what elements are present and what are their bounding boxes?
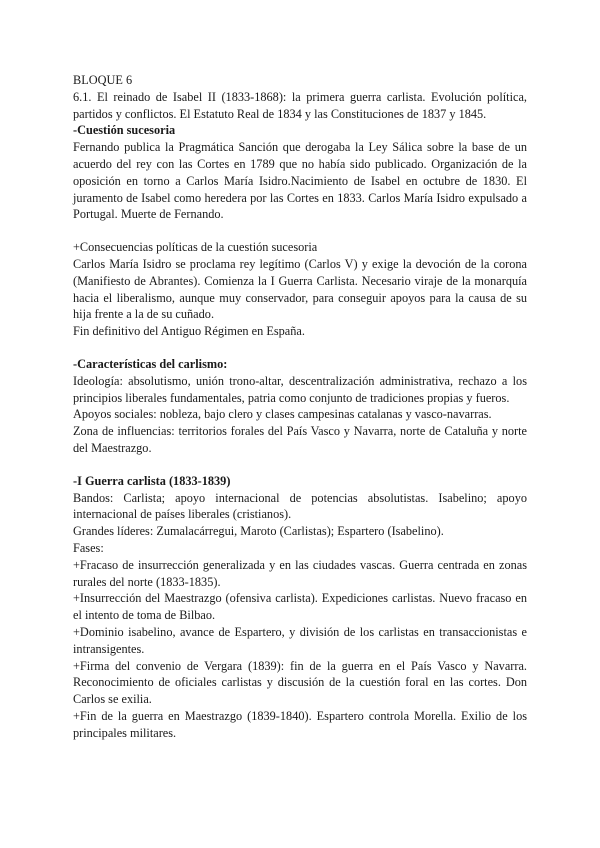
section-line: +Dominio isabelino, avance de Espartero, y división de los carlistas en transaccionistas e intransigentes.: [73, 624, 527, 656]
section-consecuencias: [73, 239, 527, 340]
section-line: +Fracaso de insurrección generalizada y en las ciudades vascas. Guerra centrada en zonas rurales del norte (1833-1835).: [73, 557, 527, 589]
section-heading: -Cuestión sucesoria: [73, 123, 176, 138]
section-paragraph: Fin definitivo del Antiguo Régimen en España.: [73, 324, 305, 339]
section-heading: +Consecuencias políticas de la cuestión sucesoria: [73, 240, 318, 255]
section-caracteristicas-carlismo: [73, 356, 527, 457]
section-heading: -Características del carlismo:: [73, 356, 228, 371]
section-line: +Firma del convenio de Vergara (1839): fin de la guerra en el País Vasco y Navarra. Reconocimiento de oficiales carlistas y discusión de la cuestión foral en las cortes. Don Carlos se exilia.: [73, 658, 527, 707]
section-line: Ideología: absolutismo, unión trono-altar, descentralización administrativa, rechazo a los principios liberales fundamentales, patria como conjunto de tradiciones propias y fueros.: [73, 373, 527, 405]
section-line: Apoyos sociales: nobleza, bajo clero y clases campesinas catalanas y vasco-navarras.: [73, 407, 492, 422]
section-line: +Fin de la guerra en Maestrazgo (1839-1840). Espartero controla Morella. Exilio de los principales militares.: [73, 708, 527, 740]
section-paragraph: Carlos María Isidro se proclama rey legítimo (Carlos V) y exige la devoción de la corona (Manifiesto de Abrantes). Comienza la I Guerra Carlista. Necesario viraje de la monarquía hacia el liberalismo, aunque muy conservador, para conseguir apoyos para la causa de su hija frente a la de su cuñado.: [73, 256, 527, 322]
section-line: +Insurrección del Maestrazgo (ofensiva carlista). Expediciones carlistas. Nuevo fracaso en el intento de toma de Bilbao.: [73, 591, 527, 623]
section-paragraph: Fernando publica la Pragmática Sanción que derogaba la Ley Sálica sobre la base de un acuerdo del rey con las Cortes en 1789 que no había sido publicado. Organización de la oposición en torno a Carlos María Isidro.Nacimiento de Isabel en octubre de 1830. El juramento de Isabel como heredera por las Cortes en 1833. Carlos María Isidro expulsado a Portugal. Muerte de Fernando.: [73, 140, 527, 222]
section-cuestion-sucesoria: [73, 122, 527, 223]
section-line: Bandos: Carlista; apoyo internacional de potencias absolutistas. Isabelino; apoyo internacional de países liberales (cristianos).: [73, 490, 527, 522]
bloque-title: BLOQUE 6: [73, 73, 133, 87]
section-primera-guerra-carlista: [73, 473, 527, 742]
section-line: Zona de influencias: territorios forales del País Vasco y Navarra, norte de Cataluña y norte del Maestrazgo.: [73, 424, 527, 455]
section-line: Grandes líderes: Zumalacárregui, Maroto (Carlistas); Espartero (Isabelino).: [73, 524, 444, 539]
section-heading: -I Guerra carlista (1833-1839): [73, 473, 231, 488]
section-line: Fases:: [73, 540, 104, 555]
topic-intro: 6.1. El reinado de Isabel II (1833-1868): la primera guerra carlista. Evolución política, partidos y conflictos. El Estatuto Real de 1834 y las Constituciones de 1837 y 1845.: [73, 89, 527, 121]
